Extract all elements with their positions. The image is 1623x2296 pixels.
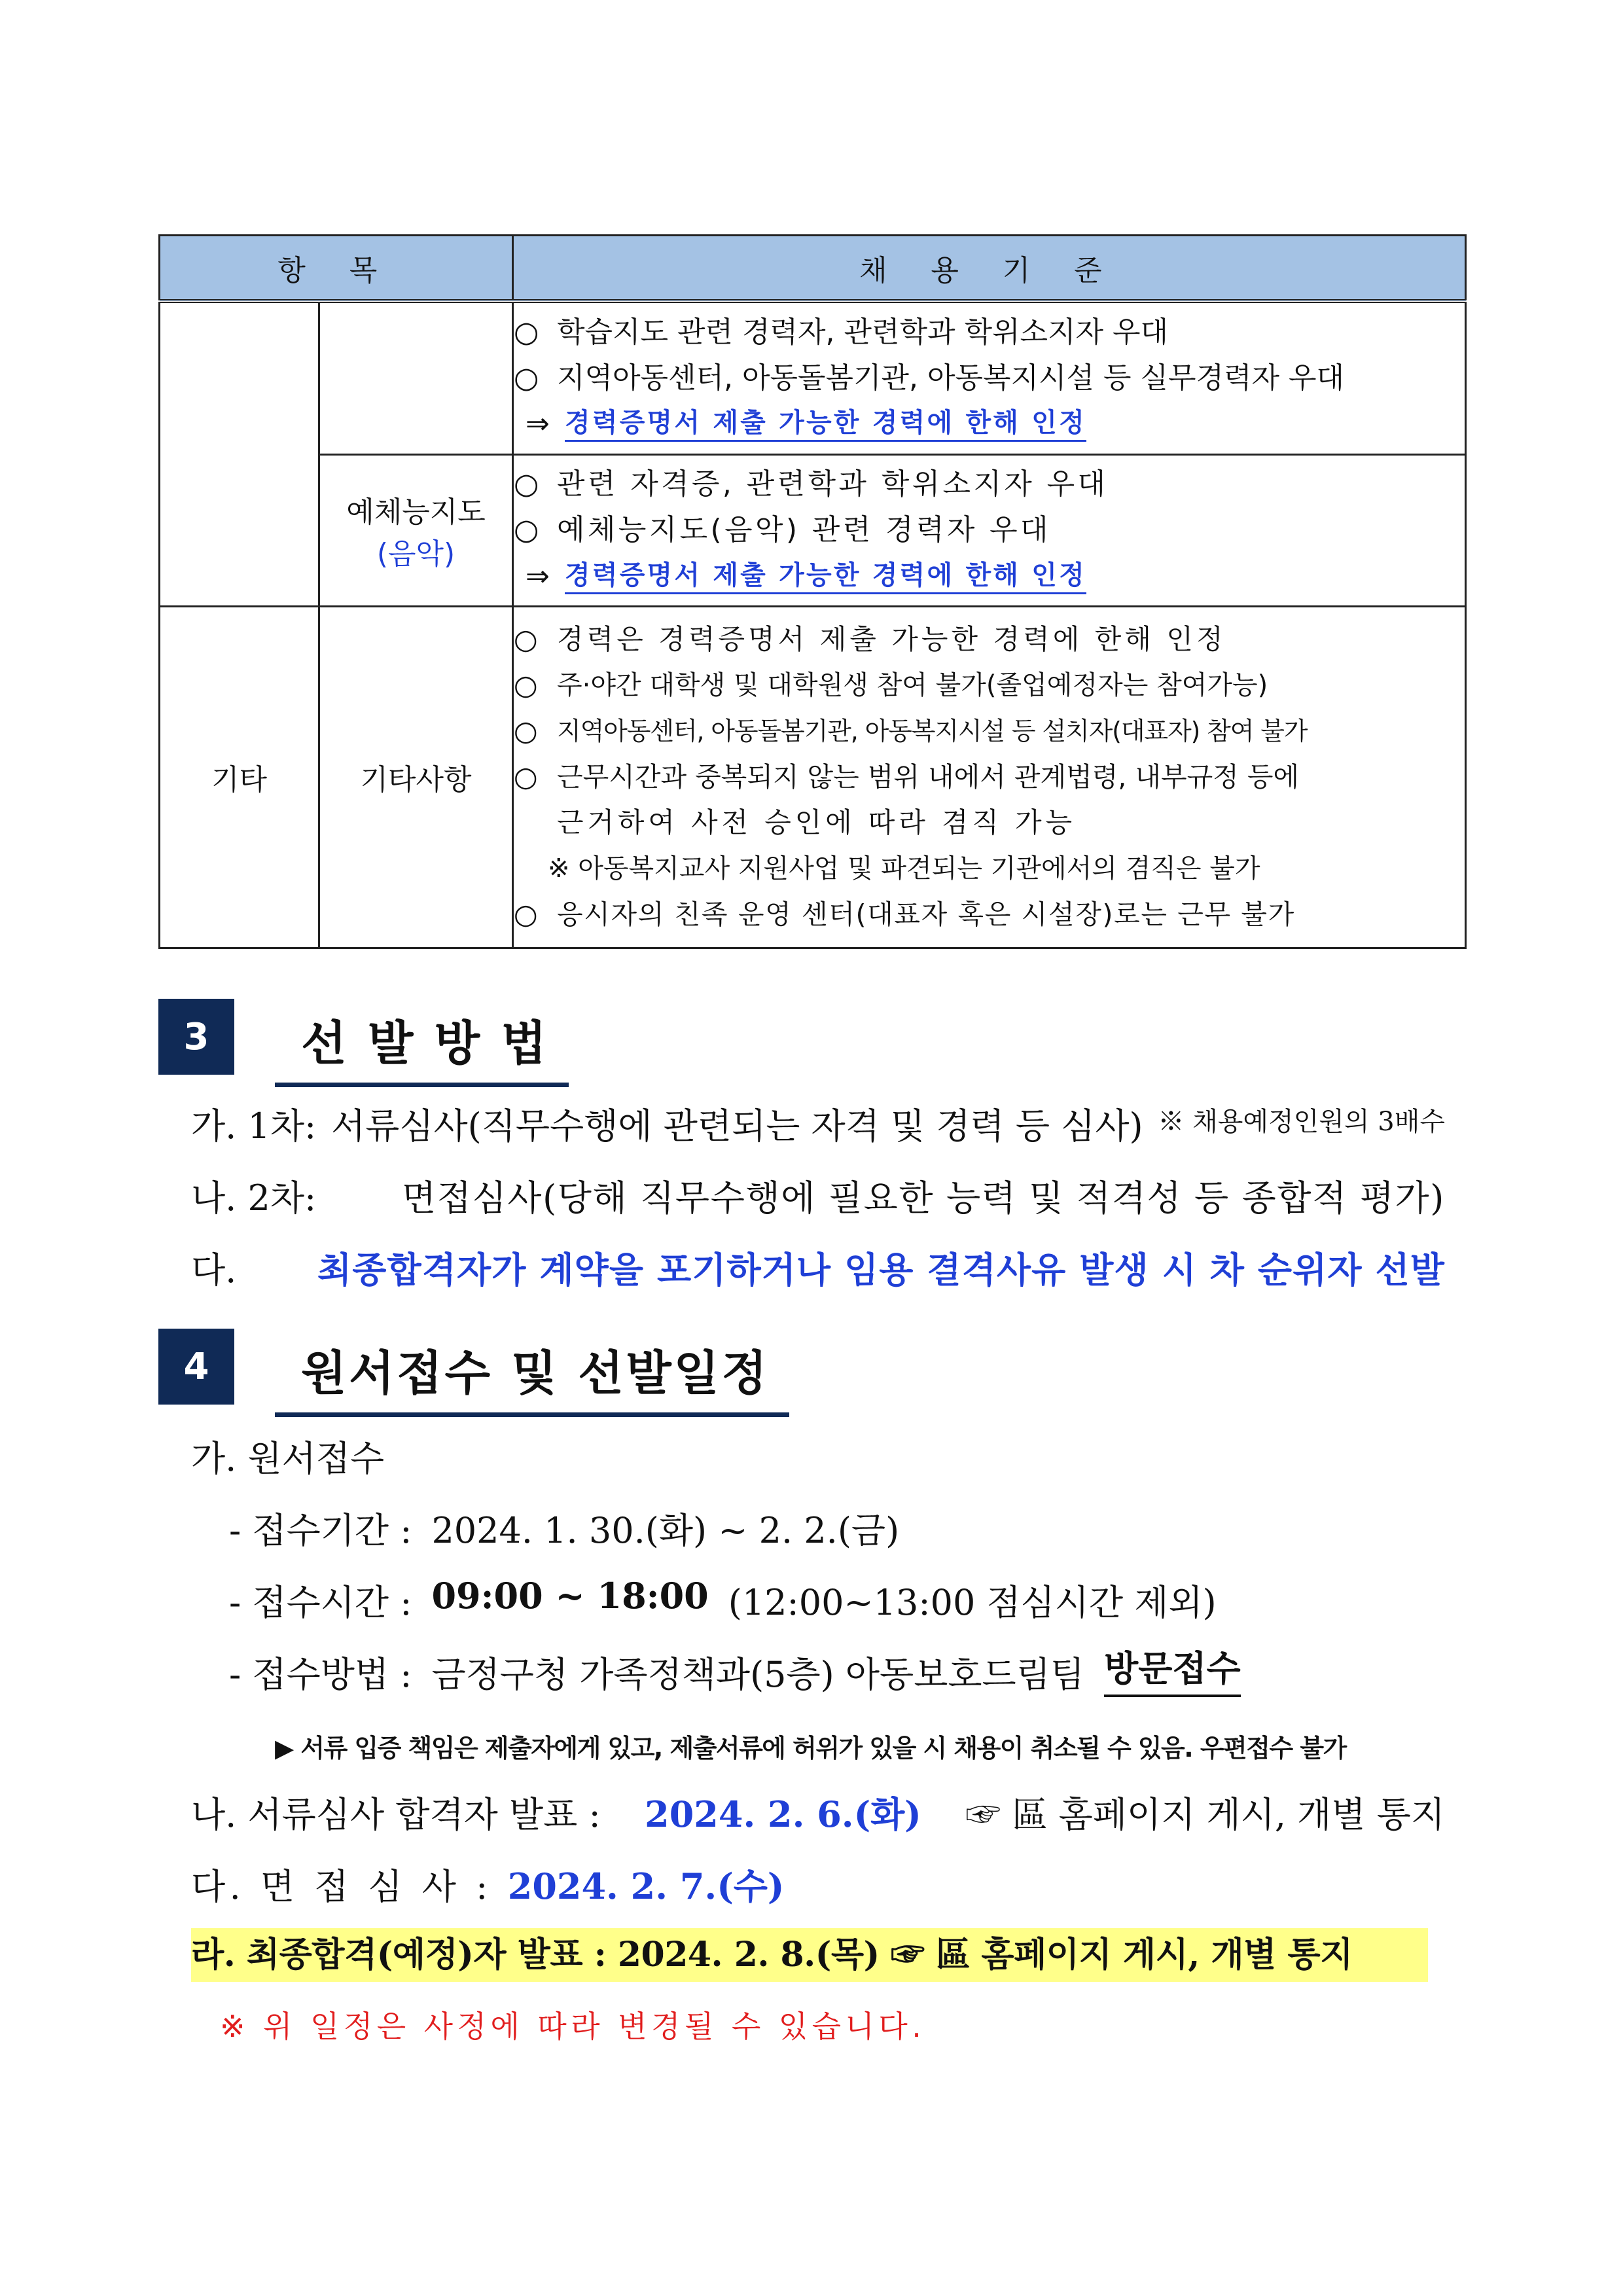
recruitment-criteria-table [158,234,1467,949]
sub-label-cell-empty [319,301,513,454]
item-text: 최종합격자가 계약을 포기하거나 임용 결격사유 발생 시 차 순위자 선발 [317,1249,1445,1291]
table-row [160,301,1466,454]
section-4-item-c [191,1859,784,1909]
table-header-row [160,236,1466,302]
header-criteria: 채 용 기 준 [513,236,1466,302]
criteria-line: 예체능지도(음악) 관련 경력자 우대 [557,513,1051,547]
reception-hours [229,1575,1217,1625]
hours-value: 09:00 ~ 18:00 [431,1575,709,1617]
section-3-item-c [191,1242,1445,1293]
circle-bullet-icon: ○ [514,467,539,501]
method-emphasis: 방문접수 [1104,1647,1241,1697]
criteria-line: 근무시간과 중복되지 않는 범위 내에서 관계법령, 내부규정 등에 [557,761,1300,793]
circle-bullet-icon: ○ [514,898,538,931]
item-label: 나. 2차: [191,1177,317,1219]
circle-bullet-icon: ○ [514,623,538,656]
criteria-cell [513,454,1466,606]
section-4-item-b [191,1787,1445,1837]
item-note: ※ 채용예정인원의 3배수 [1158,1107,1445,1137]
section-4-item-d: 라. 최종합격(예정)자 발표 : 2024. 2. 8.(목) ☞ 區 홈페이지 게시, 개별 통지 [191,1928,1428,1982]
header-item: 항 목 [160,236,513,302]
item-date: 2024. 2. 7.(수) [507,1865,785,1907]
period-label: - 접수기간 : [229,1510,412,1551]
section-3-title: 선 발 방 법 [275,1005,569,1087]
sub-label-note: (음악) [376,537,455,571]
reception-period [229,1503,899,1553]
section-4-number: 4 [158,1329,234,1405]
item-text: 면접심사(당해 직무수행에 필요한 능력 및 적격성 등 종합적 평가) [401,1177,1445,1219]
category-cell: 기타 [160,606,319,948]
item-text: 서류심사(직무수행에 관련되는 자격 및 경력 등 심사) [331,1105,1143,1147]
item-label: 나. 서류심사 합격자 발표 : [191,1794,601,1835]
criteria-line: 학습지도 관련 경력자, 관련학과 학위소지자 우대 [557,315,1169,349]
category-cell-empty [160,301,319,606]
circle-bullet-icon: ○ [514,669,538,702]
criteria-cell [513,606,1466,948]
hours-label: - 접수시간 : [229,1582,412,1623]
section-3-item-b [191,1170,1445,1221]
sub-label-cell [319,454,513,606]
item-label: 다. [191,1249,237,1291]
criteria-line: 지역아동센터, 아동돌봄기관, 아동복지시설 등 실무경력자 우대 [557,361,1345,395]
circle-bullet-icon: ○ [514,715,538,747]
reception-method [229,1647,1241,1697]
period-value: 2024. 1. 30.(화) ~ 2. 2.(금) [431,1510,900,1551]
circle-bullet-icon: ○ [514,513,539,547]
criteria-line: 경력은 경력증명서 제출 가능한 경력에 한해 인정 [557,623,1226,656]
criteria-line: 지역아동센터, 아동돌봄기관, 아동복지시설 등 설치자(대표자) 참여 불가 [557,717,1308,746]
item-date: 2024. 2. 6.(화) [645,1793,921,1835]
item-rest: ☞ 區 홈페이지 게시, 개별 통지 [965,1794,1445,1835]
method-label: - 접수방법 : [229,1654,412,1695]
criteria-note: 경력증명서 제출 가능한 경력에 한해 인정 [565,558,1086,594]
table-row [160,606,1466,948]
section-4-title: 원서접수 및 선발일정 [275,1335,789,1417]
criteria-line: 응시자의 친족 운영 센터(대표자 혹은 시설장)로는 근무 불가 [557,899,1295,931]
item-label: 다. 면 접 심 사 : [191,1866,492,1907]
hours-note: (12:00~13:00 점심시간 제외) [728,1582,1217,1623]
criteria-line: 관련 자격증, 관련학과 학위소지자 우대 [557,467,1109,501]
criteria-continuation: 근거하여 사전 승인에 따라 겸직 가능 [557,806,1076,839]
arrow-icon: ⇒ [526,407,550,441]
sub-label-cell: 기타사항 [319,606,513,948]
table-row [160,454,1466,606]
schedule-footnote: ※ 위 일정은 사정에 따라 변경될 수 있습니다. [220,2009,926,2044]
criteria-line: 주·야간 대학생 및 대학원생 참여 불가(졸업예정자는 참여가능) [557,670,1268,701]
arrow-icon: ⇒ [526,559,550,593]
criteria-cell [513,301,1466,454]
section-4-item-a: 가. 원서접수 [191,1438,385,1479]
circle-bullet-icon: ○ [514,361,539,395]
item-label: 가. 1차: [191,1105,317,1147]
section-3-item-a [191,1098,1445,1149]
section-3-number: 3 [158,999,234,1075]
sub-label: 예체능지도 [346,495,486,529]
criteria-note: 경력증명서 제출 가능한 경력에 한해 인정 [565,406,1086,442]
circle-bullet-icon: ○ [514,761,538,793]
criteria-remark: ※ 아동복지교사 지원사업 및 파견되는 기관에서의 겸직은 불가 [548,853,1260,884]
circle-bullet-icon: ○ [514,315,539,349]
submission-warning: ▶ 서류 입증 책임은 제출자에게 있고, 제출서류에 허위가 있을 시 채용이 취소될 수 있음. 우편접수 불가 [275,1734,1346,1763]
method-value: 금정구청 가족정책과(5층) 아동보호드림팀 [431,1654,1085,1695]
